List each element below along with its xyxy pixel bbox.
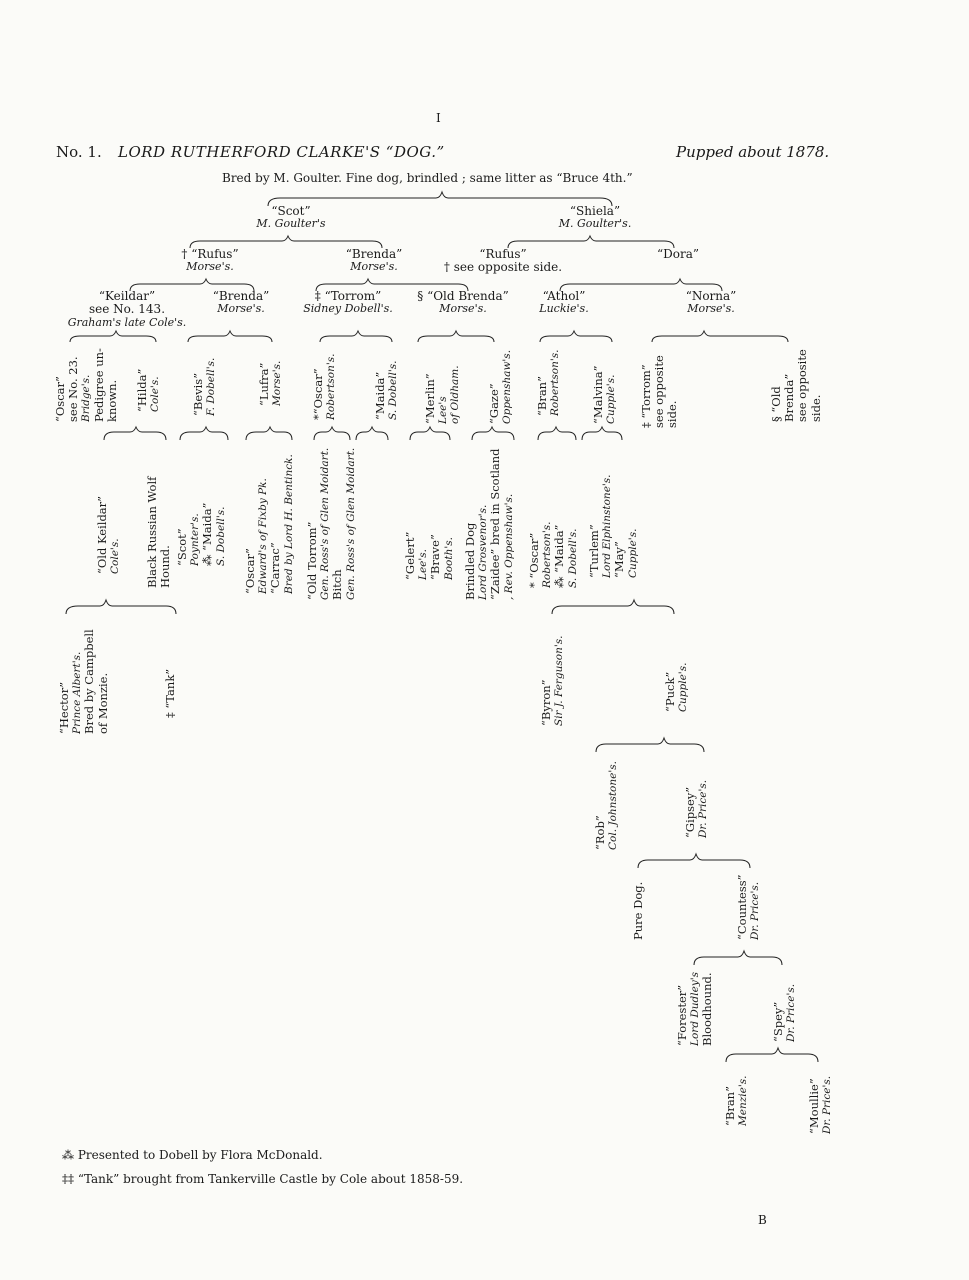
oscar-robertsons: *“Oscar” Robertson's. bbox=[311, 353, 338, 420]
maida: “Maida” S. Dobell's. bbox=[373, 360, 400, 420]
torrom-opposite: ‡ “Torrom” see opposite side. bbox=[639, 355, 680, 428]
scot-and-maida: “Scot” Poynter's. ⁂ “Maida” S. Dobell's. bbox=[175, 502, 227, 566]
rufus: † “Rufus” Morse's. bbox=[181, 247, 239, 274]
bevis: “Bevis” F. Dobell's. bbox=[191, 357, 218, 416]
puck: “Puck” Cupple's. bbox=[663, 662, 690, 712]
brace-oscar bbox=[104, 427, 166, 440]
countess: “Countess” Dr. Price's. bbox=[735, 874, 762, 940]
brace-oldkeildar bbox=[66, 600, 176, 614]
brace-brenda3 bbox=[188, 331, 272, 342]
lufra: “Lufra” Morse's. bbox=[257, 360, 284, 406]
rufus-opposite: “Rufus” † see opposite side. bbox=[443, 247, 563, 275]
brace-countess bbox=[694, 951, 782, 965]
sire-scot: “Scot” M. Goulter's bbox=[256, 204, 326, 231]
old-torrom-and-bitch: “Old Torrom” Gen. Ross's of Glen Moidart. Bitch Gen. Ross's of Glen Moidart. bbox=[305, 447, 357, 600]
brace-maida bbox=[356, 427, 388, 440]
gipsey: “Gipsey” Dr. Price's. bbox=[683, 779, 710, 838]
brace-lufra bbox=[246, 427, 292, 440]
footnote-tank: ‡‡ “Tank” brought from Tankerville Castle by Cole about 1858-59. bbox=[62, 1172, 464, 1186]
brenda-3: “Brenda” Morse's. bbox=[212, 289, 270, 316]
brace-norna bbox=[652, 331, 788, 342]
spey: “Spey” Dr. Price's. bbox=[771, 983, 798, 1042]
brace-keildar bbox=[70, 331, 156, 342]
page-number: I bbox=[436, 111, 441, 125]
hilda: “Hilda” Cole's. bbox=[135, 368, 162, 412]
oscar-no-23: “Oscar” see No. 23. Bridge's. Pedigree un- known. bbox=[53, 348, 119, 422]
byron: “Byron” Sir J. Ferguson's. bbox=[539, 635, 566, 726]
dam-shiela: “Shiela” M. Goulter's. bbox=[558, 204, 632, 231]
merlin: “Merlin” Lee's of Oldham. bbox=[423, 365, 462, 424]
rob: “Rob” Col. Johnstone's. bbox=[593, 761, 620, 850]
athol: “Athol” Luckie's. bbox=[539, 289, 589, 316]
bran-menzies: “Bran” Menzie's. bbox=[723, 1075, 750, 1126]
brace-oldbrenda bbox=[418, 331, 494, 342]
brace-torrom bbox=[320, 331, 392, 342]
gaze: “Gaze” Oppenshaw's. bbox=[487, 349, 514, 424]
oscar-and-maida: * “Oscar” Robertson's. ⁂ “Maida” S. Dobell's. bbox=[527, 521, 579, 588]
pedigree-number: No. 1. bbox=[56, 143, 102, 161]
malvina: “Malvina” Cupple's. bbox=[591, 365, 618, 424]
brace-puck bbox=[596, 738, 704, 752]
brace-shiela bbox=[508, 236, 674, 248]
brindled-dog-and-zaidee: Brindled Dog Lord Grosvenor's. “Zaidee” bred in Scotland , Rev. Oppenshaw's. bbox=[463, 448, 515, 600]
dora: “Dora” bbox=[656, 247, 699, 261]
brace-merlin bbox=[410, 427, 450, 440]
old-brenda-opposite: § “Old Brenda” see opposite side. bbox=[769, 349, 823, 422]
subtitle: Bred by M. Goulter. Fine dog, brindled ; same litter as “Bruce 4th.” bbox=[222, 171, 633, 185]
old-brenda: § “Old Brenda” Morse's. bbox=[417, 289, 509, 316]
footnote-flora: ⁂ Presented to Dobell by Flora McDonald. bbox=[62, 1148, 323, 1162]
keildar: “Keildar” see No. 143. Graham's late Cole's. bbox=[67, 289, 187, 329]
hector: “Hector” Prince Albert's. Bred by Campbell of Monzie. bbox=[57, 629, 110, 734]
brace-oscar2 bbox=[314, 427, 350, 440]
oscar-and-carrac: “Oscar” Edward's of Fixby Pk. “Carrac” Bred by Lord H. Bentinck. bbox=[243, 454, 295, 594]
moullie: “Moullie” Dr. Price's. bbox=[807, 1075, 834, 1134]
black-russian-wolf-hound: Black Russian Wolf Hound. bbox=[145, 476, 173, 588]
turlem-and-may: “Turlem” Lord Elphinstone's. “May” Cupple's. bbox=[587, 474, 639, 578]
pure-dog: Pure Dog. bbox=[631, 881, 645, 940]
brace-sire-dam bbox=[268, 192, 612, 206]
pupped-date: Pupped about 1878. bbox=[676, 143, 830, 161]
brace-gaze bbox=[472, 427, 514, 440]
brace-spey bbox=[726, 1048, 818, 1062]
bran-robertsons: “Bran” Robertson's. bbox=[535, 349, 562, 416]
brace-oscar-maida bbox=[552, 600, 674, 614]
signature-mark: B bbox=[758, 1213, 767, 1227]
old-keildar: “Old Keildar” Cole's. bbox=[95, 495, 122, 574]
brace-athol bbox=[540, 331, 612, 342]
gelert-and-brave: “Gelert” Lee's. “Brave” Booth's. bbox=[403, 531, 455, 580]
forester: “Forester” Lord Dudley's Bloodhound. bbox=[675, 971, 715, 1046]
brace-bran bbox=[538, 427, 576, 440]
brenda: “Brenda” Morse's. bbox=[345, 247, 403, 274]
brace-malvina bbox=[582, 427, 622, 440]
tank: ‡ “Tank” bbox=[163, 668, 177, 718]
brace-gipsey bbox=[638, 854, 750, 868]
page-title: LORD RUTHERFORD CLARKE'S “DOG.” bbox=[118, 143, 445, 161]
norna: “Norna” Morse's. bbox=[685, 289, 737, 316]
torrom: ‡ “Torrom” Sidney Dobell's. bbox=[303, 289, 393, 316]
brace-bevis bbox=[180, 427, 228, 440]
